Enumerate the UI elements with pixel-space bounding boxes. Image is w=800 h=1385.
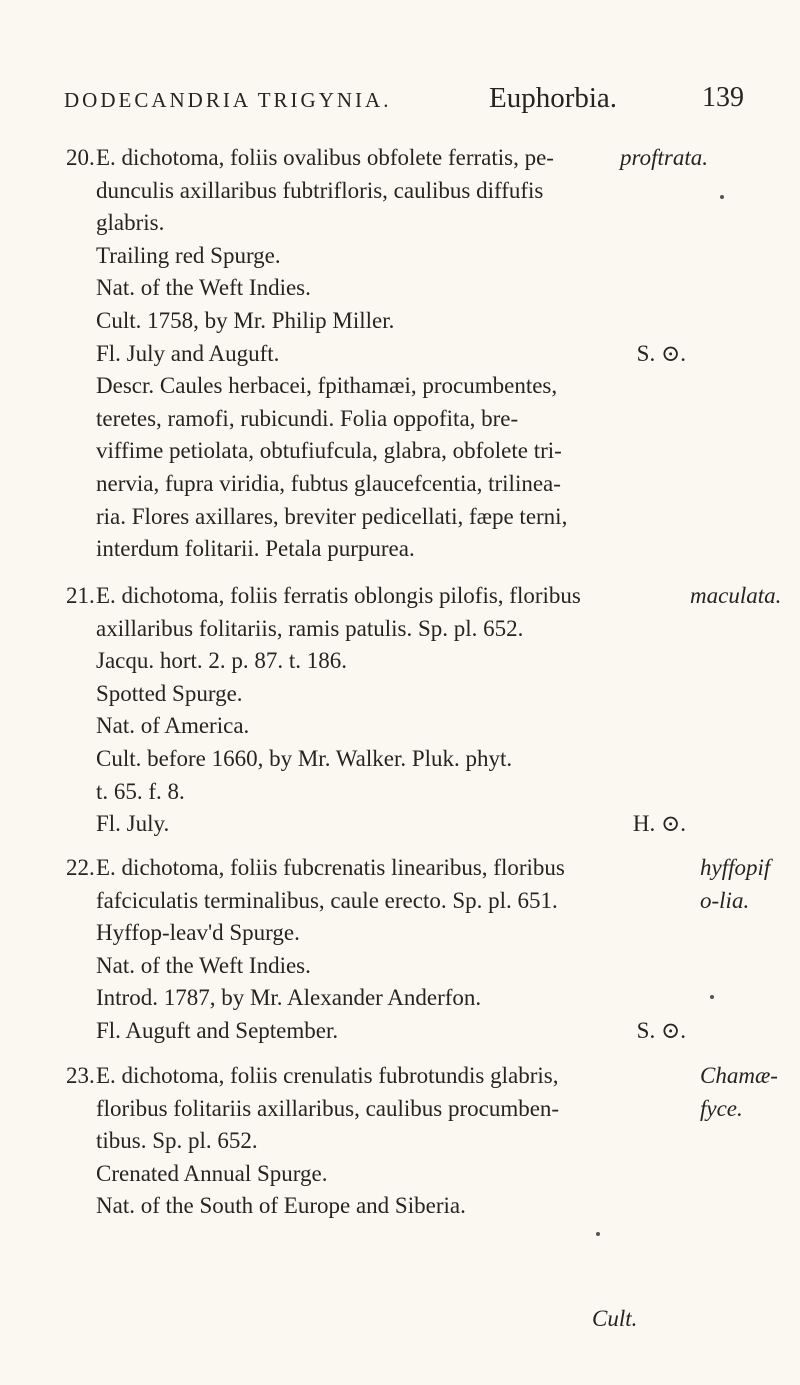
- entry-line: Crenated Annual Spurge.: [96, 1160, 328, 1186]
- species-entry: [66, 852, 686, 1048]
- margin-epithet: Chamæ-fyce.: [700, 1063, 778, 1121]
- entry-number: 20.: [66, 145, 95, 170]
- running-header: [64, 82, 744, 120]
- entry-line: Nat. of the Weft Indies.: [96, 952, 311, 978]
- species-entry: [66, 580, 686, 841]
- entry-line: Fl. Auguft and September.: [96, 1017, 339, 1043]
- entry-line: Nat. of America.: [96, 713, 250, 739]
- entry-line: Spotted Spurge.: [96, 680, 243, 706]
- entry-line: Descr. Caules herbacei, fpithamæi, procumbentes,: [96, 373, 558, 399]
- print-speck: [710, 995, 714, 999]
- entry-line: E. dichotoma, foliis ovalibus obfolete ferratis, pe-: [96, 145, 554, 170]
- page-number: 139: [702, 82, 744, 113]
- entry-line: floribus folitariis axillaribus, caulibus procumben-: [96, 1095, 560, 1121]
- entry-number: 22.: [66, 855, 95, 880]
- entry-line: Cult. before 1660, by Mr. Walker. Pluk. phyt.: [96, 745, 513, 771]
- entry-line: ria. Flores axillares, breviter pedicellati, fæpe terni,: [96, 503, 568, 529]
- print-speck: [720, 195, 724, 199]
- entry-line: Fl. July and Auguft.: [96, 340, 280, 366]
- header-genus: Euphorbia.: [489, 82, 618, 114]
- species-entry: [66, 142, 686, 566]
- entry-line: Fl. July.: [96, 811, 170, 837]
- catchword: Cult.: [592, 1306, 638, 1331]
- entry-line: interdum folitarii. Petala purpurea.: [96, 536, 415, 562]
- entry-sign: S. ⊙.: [636, 340, 686, 366]
- print-speck: [596, 1232, 600, 1236]
- entry-number: 21.: [66, 583, 95, 608]
- margin-epithet: hyffopifo-lia.: [700, 855, 771, 913]
- entry-line: axillaribus folitariis, ramis patulis. Sp. pl. 652.: [96, 615, 524, 641]
- entry-line: Hyffop-leav'd Spurge.: [96, 920, 300, 946]
- species-entry: [66, 1060, 686, 1223]
- entry-line: teretes, ramofi, rubicundi. Folia oppofita, bre-: [96, 405, 519, 431]
- entry-line: E. dichotoma, foliis crenulatis fubrotundis glabris,: [96, 1063, 559, 1088]
- entry-line: Nat. of the Weft Indies.: [96, 275, 311, 301]
- entry-line: tibus. Sp. pl. 652.: [96, 1128, 258, 1154]
- entry-line: Trailing red Spurge.: [96, 242, 281, 268]
- entry-line: fafciculatis terminalibus, caule erecto. Sp. pl. 651.: [96, 887, 558, 913]
- entry-line: nervia, fupra viridia, fubtus glaucefcentia, trilinea-: [96, 470, 561, 496]
- entry-line: Jacqu. hort. 2. p. 87. t. 186.: [96, 648, 348, 674]
- entry-sign: H. ⊙.: [632, 811, 686, 837]
- entry-line: Cult. 1758, by Mr. Philip Miller.: [96, 307, 395, 333]
- entry-line: glabris.: [96, 210, 165, 236]
- header-class-order: DODECANDRIA TRIGYNIA.: [64, 88, 392, 112]
- entry-line: Nat. of the South of Europe and Siberia.: [96, 1193, 466, 1219]
- entry-number: 23.: [66, 1063, 95, 1088]
- entry-line: viffime petiolata, obtufiufcula, glabra, obfolete tri-: [96, 438, 562, 464]
- entry-line: dunculis axillaribus fubtrifloris, caulibus diffufis: [96, 177, 544, 203]
- margin-epithet: maculata.: [690, 583, 782, 608]
- entry-line: E. dichotoma, foliis ferratis oblongis pilofis, floribus: [96, 583, 581, 608]
- margin-epithet: proftrata.: [620, 145, 708, 170]
- entry-sign: S. ⊙.: [636, 1017, 686, 1043]
- entry-line: t. 65. f. 8.: [96, 778, 185, 804]
- entry-line: Introd. 1787, by Mr. Alexander Anderfon.: [96, 985, 482, 1011]
- entry-line: E. dichotoma, foliis fubcrenatis linearibus, floribus: [96, 855, 565, 880]
